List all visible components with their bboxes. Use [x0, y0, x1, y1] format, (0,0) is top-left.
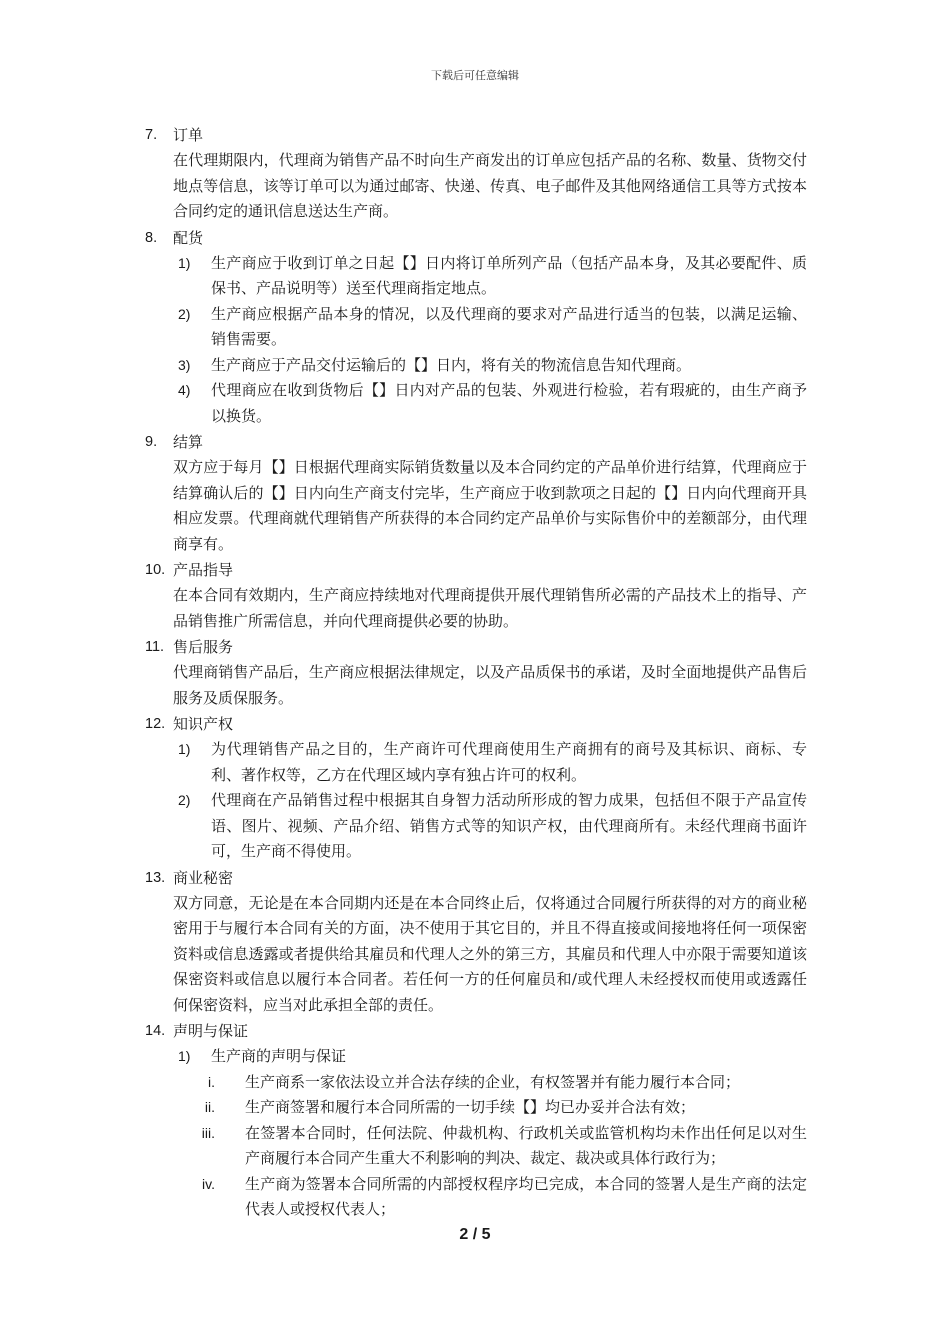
section-title: 商业秘密: [173, 868, 234, 887]
sub-list-item: [0, 1172, 950, 1223]
section-9-body: 双方应于每月【】日根据代理商实际销货数量以及本合同约定的产品单价进行结算，代理商应于结算确认后的【】日内向生产商支付完毕，生产商应于收到款项之日起的【】日内向代理商开具相应发票。代理商就代理销售产所获得的本合同约定产品单价与实际售价中的差额部分，由代理商享有。: [173, 458, 807, 553]
list-item: [0, 251, 950, 302]
list-text: 生产商的声明与保证: [211, 1047, 347, 1065]
list-item: [0, 302, 950, 353]
sub-list-number: i.: [208, 1073, 215, 1090]
section-10-body: 在本合同有效期内，生产商应持续地对代理商提供开展代理销售所必需的产品技术上的指导、产品销售推广所需信息，并向代理商提供必要的协助。: [173, 586, 807, 630]
section-number: 11.: [145, 639, 165, 655]
sub-list-text: 在签署本合同时，任何法院、仲裁机构、行政机关或监管机构均未作出任何足以对生产商履行本合同产生重大不利影响的判决、裁定、裁决或具体行政行为；: [245, 1123, 807, 1167]
section-title: 产品指导: [173, 561, 234, 579]
list-number: 1): [178, 254, 191, 271]
section-14-heading: [0, 1018, 950, 1044]
section-title: 订单: [173, 126, 204, 144]
list-text: 代理商在产品销售过程中根据其自身智力活动所形成的智力成果，包括但不限于产品宣传语、图片、视频、产品介绍、销售方式等的知识产权，由代理商所有。未经代理商书面许可，生产商不得使用。: [211, 791, 807, 860]
section-11-body: 代理商销售产品后，生产商应根据法律规定，以及产品质保书的承诺，及时全面地提供产品售后服务及质保服务。: [173, 663, 807, 707]
section-title: 配货: [173, 228, 204, 247]
list-item: [0, 737, 950, 788]
page-number: 2 / 5: [459, 1226, 491, 1243]
page-content: [0, 122, 950, 1223]
sub-list-number: ii.: [204, 1099, 215, 1115]
list-number: 4): [178, 382, 191, 398]
section-7-body: 在代理期限内，代理商为销售产品不时向生产商发出的订单应包括产品的名称、数量、货物交付地点等信息，该等订单可以为通过邮寄、快递、传真、电子邮件及其他网络通信工具等方式按本合同约定的通讯信息送达生产商。: [173, 151, 807, 220]
list-text: 代理商应在收到货物后【】日内对产品的包装、外观进行检验，若有瑕疵的，由生产商予以换货。: [211, 381, 807, 425]
list-item: [0, 788, 950, 865]
section-13-heading: [0, 865, 950, 891]
section-title: 售后服务: [173, 638, 234, 656]
list-text: 生产商应于产品交付运输后的【】日内，将有关的物流信息告知代理商。: [211, 355, 692, 374]
list-item: [0, 1044, 950, 1070]
sub-list-item: [0, 1070, 950, 1096]
page-header: 下载后可任意编辑: [431, 69, 519, 82]
list-text: 生产商应于收到订单之日起【】日内将订单所列产品（包括产品本身，及其必要配件、质保书、产品说明等）送至代理商指定地点。: [211, 253, 807, 297]
section-number: 10.: [145, 562, 166, 578]
section-number: 8.: [145, 229, 158, 246]
section-number: 9.: [145, 434, 158, 450]
sub-list-number: iv.: [202, 1175, 215, 1192]
list-text: 生产商应根据产品本身的情况，以及代理商的要求对产品进行适当的包装，以满足运输、销售需要。: [211, 304, 807, 348]
sub-list-item: [0, 1095, 950, 1121]
sub-list-item: [0, 1121, 950, 1172]
sub-list-text: 生产商为签署本合同所需的内部授权程序均已完成，本合同的签署人是生产商的法定代表人或授权代表人；: [245, 1174, 807, 1218]
section-number: 12.: [145, 716, 166, 732]
list-item: [0, 353, 950, 379]
list-number: 1): [178, 1048, 191, 1064]
sub-list-text: 生产商签署和履行本合同所需的一切手续【】均已办妥并合法有效；: [245, 1098, 696, 1116]
section-8-heading: [0, 225, 950, 251]
section-title: 知识产权: [173, 715, 234, 733]
list-number: 3): [178, 356, 191, 373]
section-number: 14.: [145, 1023, 166, 1039]
section-9-heading: [0, 429, 950, 455]
section-7-heading: [0, 122, 950, 148]
section-13-body: 双方同意，无论是在本合同期内还是在本合同终止后，仅将通过合同履行所获得的对方的商业秘密用于与履行本合同有关的方面，决不使用于其它目的，并且不得直接或间接地将任何一项保密资料或信息透露或者提供给其雇员和代理人之外的第三方，其雇员和代理人中亦限于需要知道该保密资料或信息以履行本合同者。若任何一方的任何雇员和/或代理人未经授权而使用或透露任何保密资料，应当对此承担全部的责任。: [173, 893, 807, 1014]
list-number: 2): [178, 792, 191, 808]
section-number: 7.: [145, 127, 158, 143]
section-10-heading: [0, 557, 950, 583]
section-12-heading: [0, 711, 950, 737]
list-number: 1): [178, 741, 191, 757]
list-number: 2): [178, 305, 191, 322]
list-item: [0, 378, 950, 429]
sub-list-text: 生产商系一家依法设立并合法存续的企业，有权签署并有能力履行本合同；: [245, 1072, 741, 1091]
list-text: 为代理销售产品之目的，生产商许可代理商使用生产商拥有的商号及其标识、商标、专利、著作权等，乙方在代理区域内享有独占许可的权利。: [211, 740, 807, 784]
section-number: 13.: [145, 869, 166, 886]
section-title: 结算: [173, 433, 204, 451]
section-11-heading: [0, 634, 950, 660]
sub-list-number: iii.: [201, 1124, 215, 1141]
section-title: 声明与保证: [173, 1022, 249, 1040]
